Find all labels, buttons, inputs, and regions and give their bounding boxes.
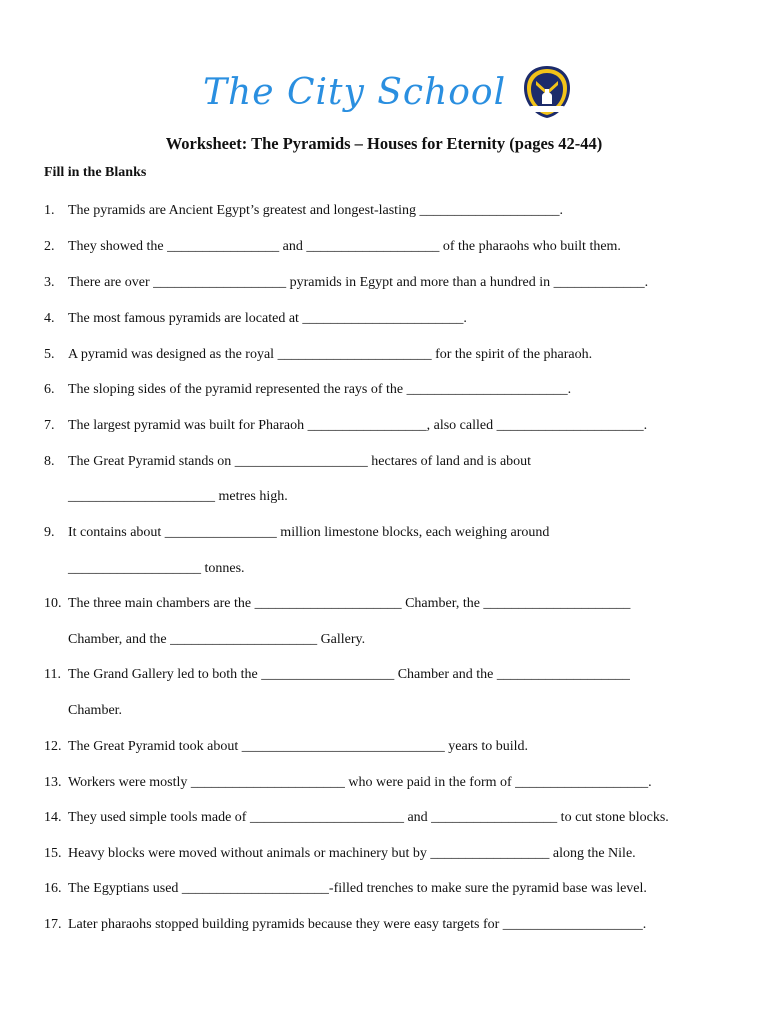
school-crest-icon [522,64,572,120]
question-text: A pyramid was designed as the royal ______________________ for the spirit of the pharaoh. [68,347,593,362]
question-9 [44,525,549,541]
question-number: 14. [44,810,62,825]
question-text: Heavy blocks were moved without animals or machinery but by _________________ along the Nile. [68,846,636,861]
question-text: Workers were mostly ______________________ who were paid in the form of ___________________. [68,775,652,790]
question-text: It contains about ________________ million limestone blocks, each weighing around [68,525,550,540]
question-number: 3. [44,275,55,290]
question-text: The sloping sides of the pyramid represented the rays of the _______________________. [68,382,572,397]
question-5 [44,347,592,363]
question-10-continued: Chamber, and the _____________________ Gallery. [68,632,366,647]
question-number: 16. [44,881,62,896]
question-8 [44,454,531,470]
question-number: 13. [44,775,62,790]
question-text: The most famous pyramids are located at _______________________. [68,311,467,326]
question-16 [44,881,647,897]
question-17 [44,917,646,933]
question-6 [44,382,571,398]
question-15 [44,846,636,862]
question-number: 7. [44,418,55,433]
question-number: 4. [44,311,55,326]
question-number: 11. [44,667,61,682]
question-number: 15. [44,846,62,861]
question-9-continued: ___________________ tonnes. [68,561,245,576]
question-number: 5. [44,347,55,362]
question-10 [44,596,630,612]
question-text: There are over ___________________ pyramids in Egypt and more than a hundred in _____________. [68,275,649,290]
question-text: Later pharaohs stopped building pyramids because they were easy targets for ____________________. [68,917,647,932]
question-number: 10. [44,596,62,611]
question-number: 9. [44,525,55,540]
question-13 [44,775,652,791]
question-text: The Grand Gallery led to both the ___________________ Chamber and the ___________________ [68,667,630,682]
question-text: The Great Pyramid took about _____________________________ years to build. [68,739,528,754]
school-name: The City School [203,72,507,113]
question-1 [44,203,563,219]
question-text: The Great Pyramid stands on ___________________ hectares of land and is about [68,454,532,469]
question-text: The three main chambers are the _____________________ Chamber, the _____________________ [68,596,631,611]
question-12 [44,739,528,755]
worksheet-title: Worksheet: The Pyramids – Houses for Eternity (pages 42-44) [165,134,603,153]
question-number: 6. [44,382,55,397]
question-number: 1. [44,203,55,218]
question-3 [44,275,648,291]
question-4 [44,311,467,327]
question-number: 8. [44,454,55,469]
question-text: The pyramids are Ancient Egypt’s greatest and longest-lasting ____________________. [68,203,563,218]
question-text: They showed the ________________ and ___________________ of the pharaohs who built them. [68,239,621,254]
question-11-continued: Chamber. [68,703,123,718]
question-text: The Egyptians used _____________________-filled trenches to make sure the pyramid base was level. [68,881,647,896]
question-text: They used simple tools made of ______________________ and __________________ to cut stone blocks. [68,810,669,825]
question-7 [44,418,647,434]
question-11 [44,667,630,683]
question-2 [44,239,621,255]
question-number: 17. [44,917,62,932]
section-heading: Fill in the Blanks [44,165,147,180]
question-8-continued: _____________________ metres high. [68,489,288,504]
question-14 [44,810,669,826]
worksheet-header [0,62,768,122]
question-number: 12. [44,739,62,754]
question-number: 2. [44,239,55,254]
question-text: The largest pyramid was built for Pharaoh _________________, also called _____________________. [68,418,648,433]
